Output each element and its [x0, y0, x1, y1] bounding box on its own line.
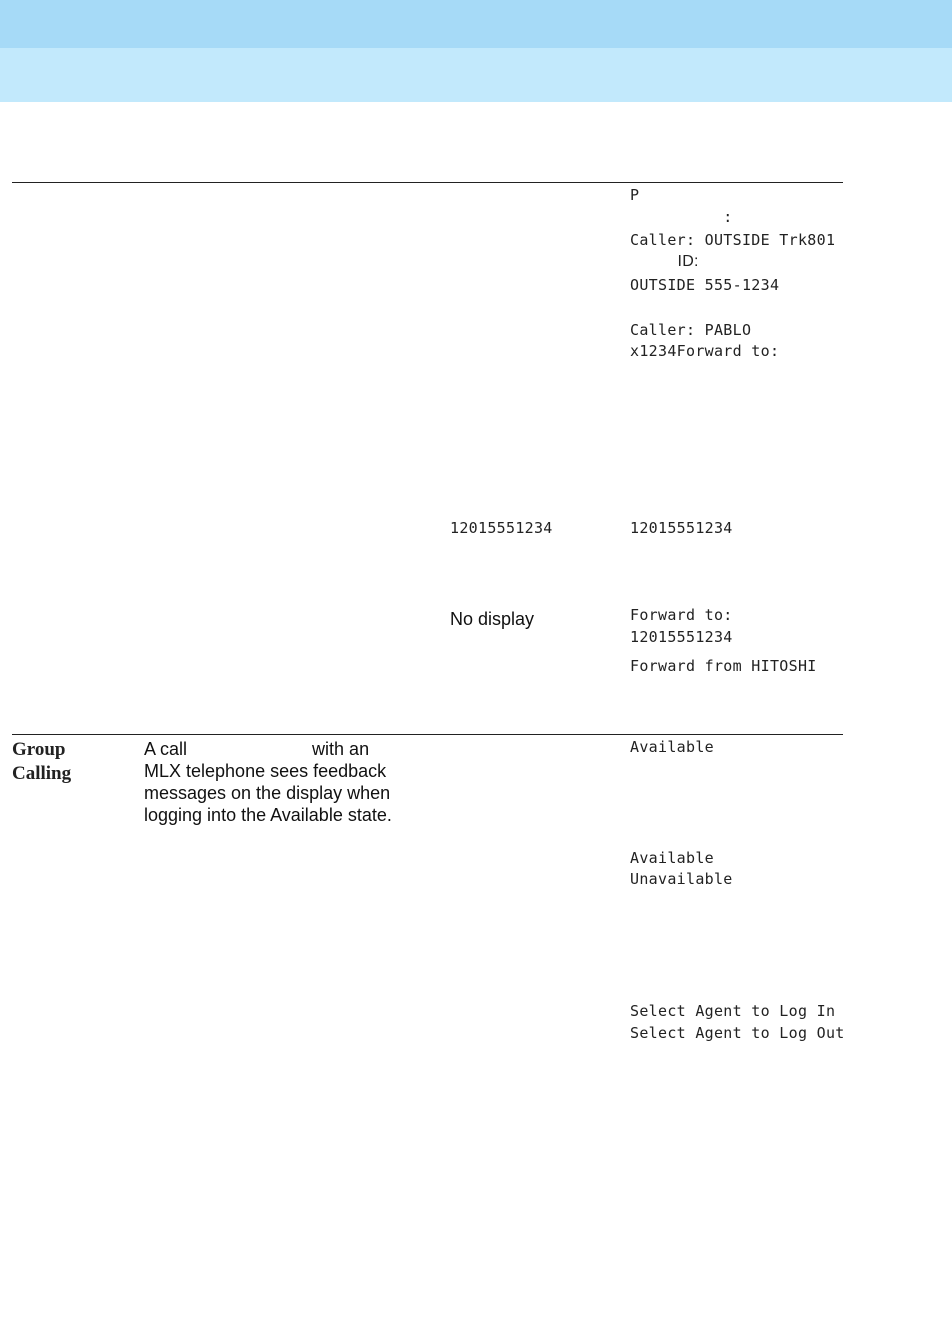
no-display-label: No display	[450, 609, 535, 629]
col3-phone-number: 12015551234	[450, 519, 553, 537]
description-line-1: A call with an	[144, 739, 370, 759]
header-band-bottom	[0, 48, 952, 102]
description-line-4: logging into the Available state.	[144, 805, 392, 825]
description-line-2: MLX telephone sees feedback	[144, 761, 387, 781]
display-caller-outside: Caller: OUTSIDE Trk801	[630, 231, 836, 249]
display-forward-number: 12015551234	[630, 628, 733, 646]
section-divider-group-calling	[12, 734, 843, 735]
col4-phone-number: 12015551234	[630, 519, 733, 537]
display-caller-pablo: Caller: PABLO	[630, 321, 752, 339]
section-divider-top	[12, 182, 843, 183]
display-id-label: ID:	[630, 253, 699, 270]
description-line-3: messages on the display when	[144, 783, 391, 803]
display-available-1: Available	[630, 738, 714, 756]
display-select-login: Select Agent to Log In	[630, 1002, 836, 1020]
display-forward-to-ext: x1234Forward to:	[630, 342, 780, 360]
display-line-p: P	[630, 186, 640, 204]
display-select-logout: Select Agent to Log Out	[630, 1024, 845, 1042]
display-forward-to: Forward to:	[630, 606, 733, 624]
header-band-top	[0, 0, 952, 48]
display-unavailable: Unavailable	[630, 870, 733, 888]
display-outside-number: OUTSIDE 555-1234	[630, 276, 780, 294]
group-calling-heading-line1: Group	[12, 739, 66, 760]
display-forward-from: Forward from HITOSHI	[630, 657, 817, 675]
display-available-2: Available	[630, 849, 714, 867]
group-calling-heading-line2: Calling	[12, 763, 72, 784]
display-line-colon: :	[630, 208, 733, 226]
